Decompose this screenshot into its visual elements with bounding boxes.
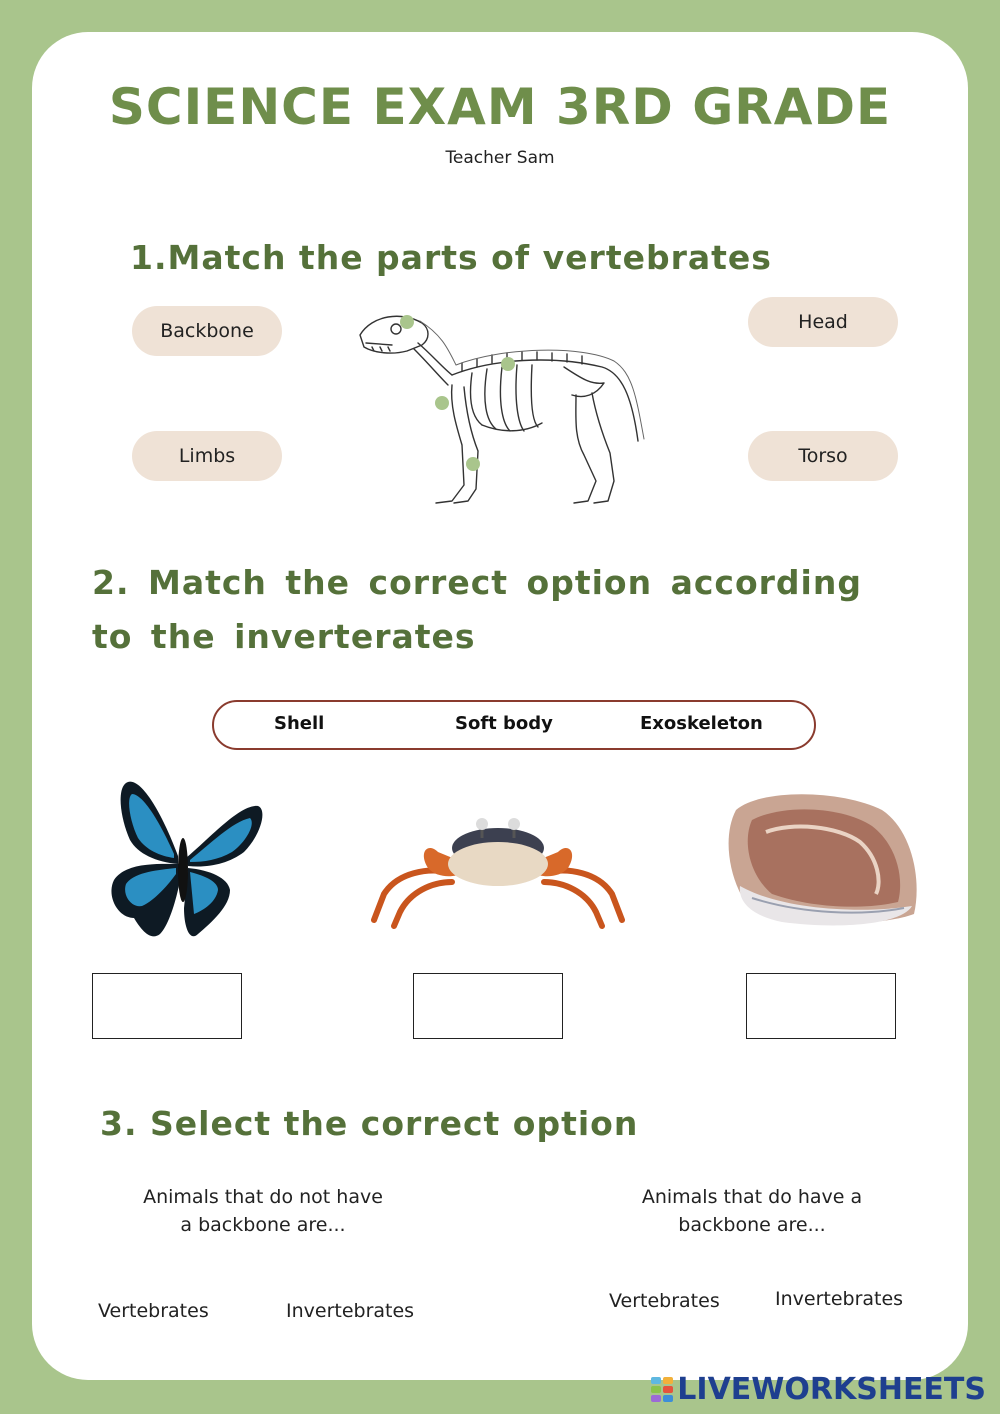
answer-box-oyster[interactable] [746, 973, 896, 1039]
question-2-prompt [602, 1183, 902, 1239]
q2-choice-invertebrates[interactable]: Invertebrates [775, 1288, 904, 1310]
question-1-line1: Animals that do not have [143, 1186, 383, 1208]
oyster-image [722, 790, 922, 930]
section1-heading: 1.Match the parts of vertebrates [130, 238, 772, 277]
question-1-prompt [113, 1183, 413, 1239]
page-title: SCIENCE EXAM 3RD GRADE [108, 78, 892, 136]
section2-heading: 2. Match the correct option according to the inverterates [92, 563, 862, 656]
label-backbone[interactable]: Backbone [132, 306, 282, 356]
question-1-line2: a backbone are... [180, 1214, 346, 1236]
brand-name: LIVEWORKSHEETS [677, 1372, 986, 1407]
section3-heading: 3. Select the correct option [100, 1104, 639, 1143]
option-exoskeleton[interactable]: Exoskeleton [640, 713, 763, 734]
liveworksheets-icon [651, 1377, 673, 1403]
option-soft-body[interactable]: Soft body [455, 713, 553, 734]
question-2-line1: Animals that do have a [641, 1186, 863, 1208]
liveworksheets-logo [651, 1372, 986, 1407]
label-torso[interactable]: Torso [748, 431, 898, 481]
answer-box-butterfly[interactable] [92, 973, 242, 1039]
q2-choice-vertebrates[interactable]: Vertebrates [609, 1290, 720, 1312]
label-head[interactable]: Head [748, 297, 898, 347]
q1-choice-vertebrates[interactable]: Vertebrates [98, 1300, 209, 1322]
label-limbs[interactable]: Limbs [132, 431, 282, 481]
dog-skeleton-image [352, 305, 652, 515]
crab-image [368, 812, 628, 932]
skeleton-dot[interactable] [466, 457, 480, 471]
skeleton-dot[interactable] [400, 315, 414, 329]
teacher-name: Teacher Sam [445, 148, 555, 168]
answer-box-crab[interactable] [413, 973, 563, 1039]
question-2-line2: backbone are... [678, 1214, 826, 1236]
skeleton-dot[interactable] [435, 396, 449, 410]
butterfly-image [100, 778, 270, 948]
option-shell[interactable]: Shell [274, 713, 325, 734]
skeleton-dot[interactable] [501, 357, 515, 371]
q1-choice-invertebrates[interactable]: Invertebrates [286, 1300, 415, 1322]
